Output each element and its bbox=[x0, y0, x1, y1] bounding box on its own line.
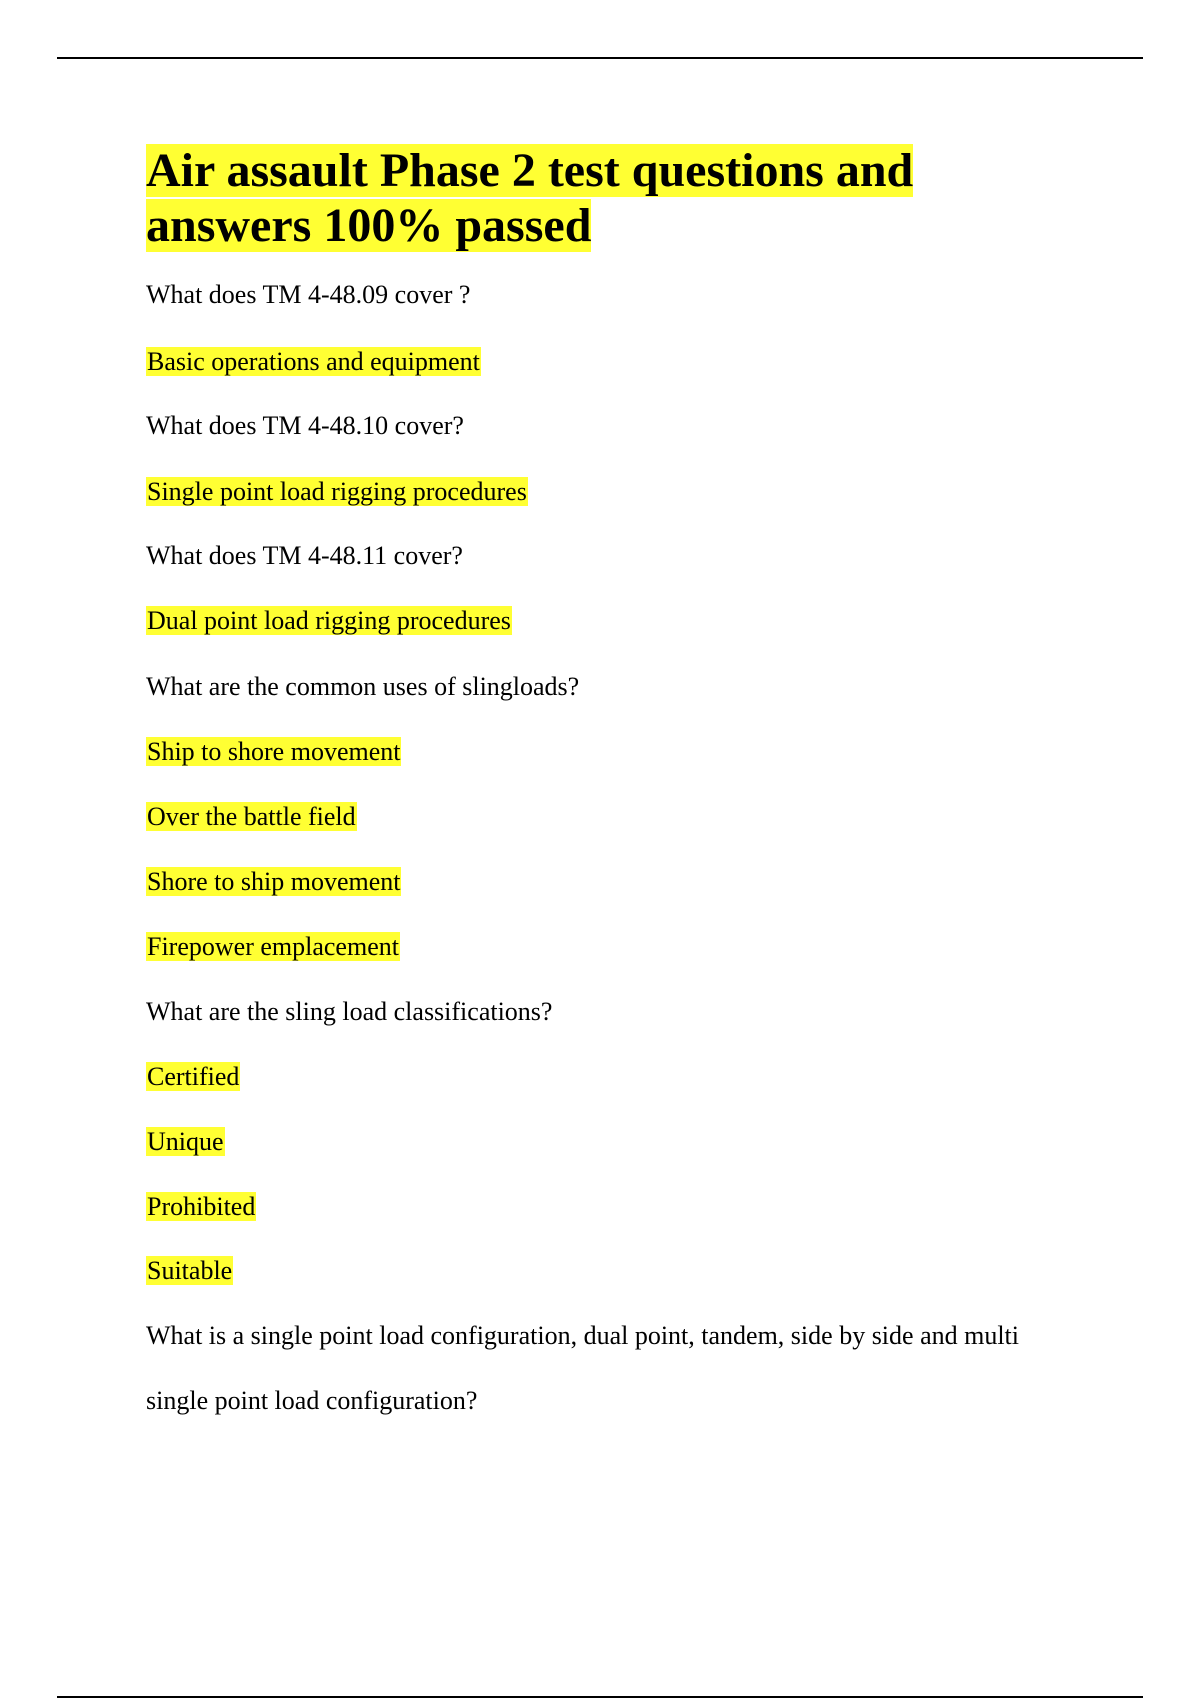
answer-line: Prohibited bbox=[147, 1192, 256, 1221]
question-line: What does TM 4-48.11 cover? bbox=[146, 541, 463, 570]
answer-line: Ship to shore movement bbox=[147, 737, 401, 766]
answer-line: Dual point load rigging procedures bbox=[147, 606, 511, 635]
answer-line: Unique bbox=[147, 1127, 224, 1156]
answer-line: Single point load rigging procedures bbox=[147, 477, 527, 506]
question-line: What are the sling load classifications? bbox=[146, 997, 553, 1026]
answer-line: Shore to ship movement bbox=[147, 867, 401, 896]
answer-line: Basic operations and equipment bbox=[147, 347, 480, 376]
document-title: Air assault Phase 2 test questions and answers 100% passed bbox=[146, 144, 914, 252]
top-rule bbox=[57, 57, 1143, 59]
question-line: What does TM 4-48.10 cover? bbox=[146, 411, 464, 440]
answer-line: Firepower emplacement bbox=[147, 932, 399, 961]
answer-line: Certified bbox=[147, 1062, 240, 1091]
bottom-rule bbox=[57, 1696, 1143, 1698]
answer-line: Over the battle field bbox=[147, 802, 356, 831]
question-line: What does TM 4-48.09 cover ? bbox=[146, 280, 471, 309]
question-line: What is a single point load configuration, dual point, tandem, side by side and multi single point load configuration? bbox=[146, 1321, 1020, 1415]
document-body bbox=[146, 143, 1106, 1415]
answer-line: Suitable bbox=[147, 1256, 233, 1285]
question-line: What are the common uses of slingloads? bbox=[146, 672, 580, 701]
